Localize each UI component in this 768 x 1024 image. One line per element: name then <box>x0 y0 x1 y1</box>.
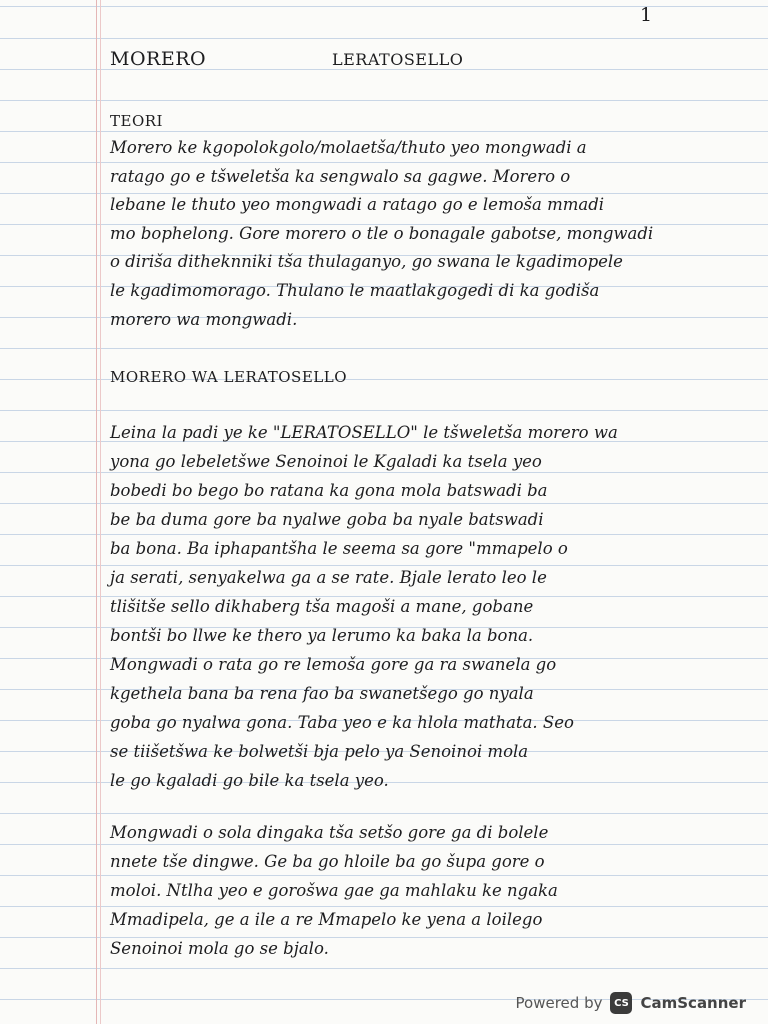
text-line: yona go lebeletšwe Senoinoi le Kgaladi ka tsela yeo <box>110 452 542 471</box>
text-line: moloi. Ntlha yeo e gorošwa gae ga mahlaku ke ngaka <box>110 881 558 900</box>
text-line: o diriša ditheknniki tša thulaganyo, go swana le kgadimopele <box>110 252 623 271</box>
document-subtitle: LERATOSELLO <box>332 50 464 69</box>
camscanner-logo-icon: CS <box>610 992 632 1014</box>
text-line: ba bona. Ba iphapantšha le seema sa gore "mmapelo o <box>110 539 568 558</box>
section-heading-teori: TEORI <box>110 112 163 130</box>
text-line: bontši bo llwe ke thero ya lerumo ka baka la bona. <box>110 626 534 645</box>
text-line: be ba duma gore ba nyalwe goba ba nyale batswadi <box>110 510 544 529</box>
camscanner-watermark <box>516 992 746 1014</box>
text-line: morero wa mongwadi. <box>110 310 298 329</box>
text-line: Senoinoi mola go se bjalo. <box>110 939 329 958</box>
text-line: le go kgaladi go bile ka tsela yeo. <box>110 771 389 790</box>
section-heading-morero: MORERO WA LERATOSELLO <box>110 368 347 386</box>
page-number: 1 <box>640 4 653 26</box>
text-line: ja serati, senyakelwa ga a se rate. Bjale lerato leo le <box>110 568 547 587</box>
text-line: Leina la padi ye ke "LERATOSELLO" le tšweletša morero wa <box>110 423 618 442</box>
text-line: Morero ke kgopolokgolo/molaetša/thuto yeo mongwadi a <box>110 138 587 157</box>
text-line: lebane le thuto yeo mongwadi a ratago go e lemoša mmadi <box>110 195 605 214</box>
margin-line <box>96 0 97 1024</box>
text-line: nnete tše dingwe. Ge ba go hloile ba go šupa gore o <box>110 852 545 871</box>
powered-by-label: Powered by <box>515 994 603 1012</box>
camscanner-brand: CamScanner <box>640 994 746 1012</box>
text-line: Mongwadi o rata go re lemoša gore ga ra swanela go <box>110 655 557 674</box>
text-line: Mmadipela, ge a ile a re Mmapelo ke yena a loilego <box>110 910 543 929</box>
text-line: tlišitše sello dikhaberg tša magoši a mane, gobane <box>110 597 534 616</box>
text-line: mo bophelong. Gore morero o tle o bonagale gabotse, mongwadi <box>110 224 654 243</box>
text-line: goba go nyalwa gona. Taba yeo e ka hlola mathata. Seo <box>110 713 574 732</box>
text-line: Mongwadi o sola dingaka tša setšo gore ga di bolele <box>110 823 549 842</box>
text-line: bobedi bo bego bo ratana ka gona mola batswadi ba <box>110 481 548 500</box>
text-line: kgethela bana ba rena fao ba swanetšego go nyala <box>110 684 534 703</box>
text-line: le kgadimomorago. Thulano le maatlakgogedi di ka godiša <box>110 281 600 300</box>
margin-line <box>100 0 101 1024</box>
document-title: MORERO <box>110 48 207 70</box>
text-line: ratago go e tšweletša ka sengwalo sa gagwe. Morero o <box>110 167 571 186</box>
text-line: se tiišetšwa ke bolwetši bja pelo ya Senoinoi mola <box>110 742 529 761</box>
